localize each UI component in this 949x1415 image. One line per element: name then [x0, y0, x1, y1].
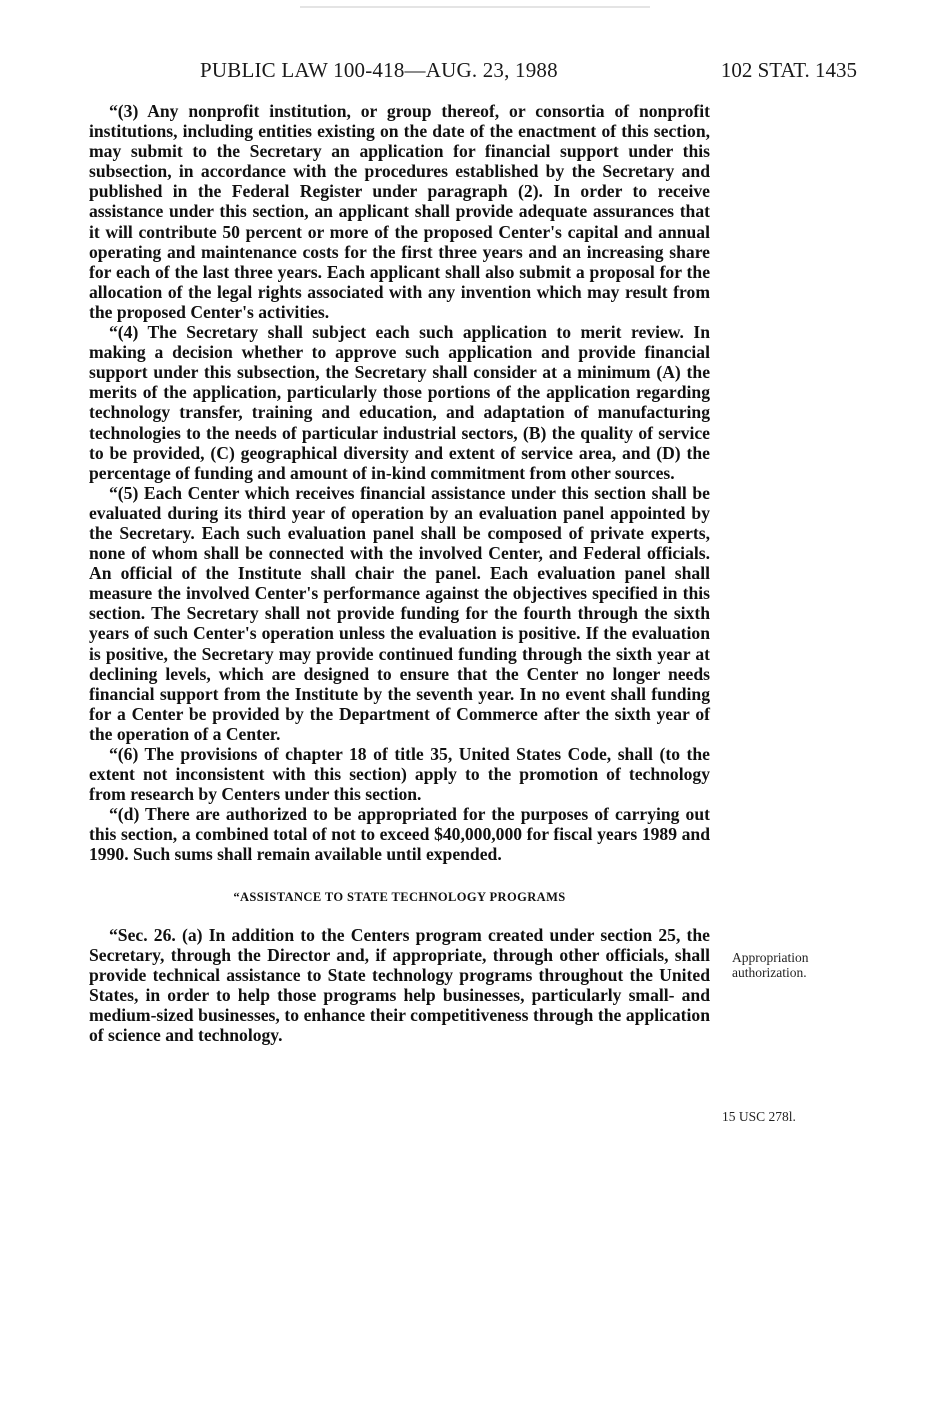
- paragraph-3: “(3) Any nonprofit institution, or group thereof, or consortia of nonprofit institutions, including entities existing on the date of the enactment of this section, may submit to the Secretary an application for financial support under this subsection, in accordance with the procedures established by the Secretary and published in the Federal Register under paragraph (2). In order to receive assistance under this section, an applicant shall provide adequate assurances that it will contribute 50 percent or more of the proposed Center's capital and annual operating and maintenance costs for the first three years and an increasing share for each of the last three years. Each applicant shall also submit a proposal for the allocation of the legal rights associated with any invention which may result from the proposed Center's activities.: [89, 101, 710, 322]
- paragraph-6: “(6) The provisions of chapter 18 of title 35, United States Code, shall (to the extent not inconsistent with this section) apply to the promotion of technology from research by Centers under this section.: [89, 744, 710, 805]
- subsection-d: “(d) There are authorized to be appropriated for the purposes of carrying out this section, a combined total of not to exceed $40,000,000 for fiscal years 1989 and 1990. Such sums shall remain available until expended.: [89, 804, 710, 865]
- running-head: PUBLIC LAW 100-418—AUG. 23, 1988: [200, 58, 558, 82]
- statute-body: [89, 101, 710, 1045]
- scan-artifact: [300, 6, 650, 8]
- statute-page-number: 102 STAT. 1435: [720, 58, 857, 82]
- paragraph-4: “(4) The Secretary shall subject each such application to merit review. In making a decision whether to approve such application and provide financial support under this subsection, the Secretary shall consider at a minimum (A) the merits of the application, particularly those portions of the application regarding technology transfer, training and education, and adaptation of manufacturing technologies to the needs of particular industrial sectors, (B) the quality of service to be provided, (C) geographical diversity and extent of service area, and (D) the percentage of funding and amount of in-kind commitment from other sources.: [89, 322, 710, 483]
- paragraph-5: “(5) Each Center which receives financial assistance under this section shall be evaluated during its third year of operation by an evaluation panel appointed by the Secretary. Each such evaluation panel shall be composed of private experts, none of whom shall be connected with the involved Center, and Federal officials. An official of the Institute shall chair the panel. Each evaluation panel shall measure the involved Center's performance against the objectives specified in this section. The Secretary shall not provide funding for the fourth through the sixth years of such Center's operation unless the evaluation is positive. If the evaluation is positive, the Secretary may provide continued funding through the sixth year at declining levels, which are designed to ensure that the Center no longer needs financial support from the Institute by the seventh year. In no event shall funding for a Center be provided by the Department of Commerce after the sixth year of the operation of a Center.: [89, 482, 710, 744]
- section-26-paragraph: “Sec. 26. (a) In addition to the Centers program created under section 25, the Secretary, through the Director and, if appropriate, through other officials, shall provide technical assistance to State technology programs throughout the United States, in order to help those programs help businesses, particularly small- and medium-sized businesses, to enhance their competitiveness through the application of science and technology.: [89, 924, 710, 1046]
- margin-note-line: authorization.: [732, 965, 807, 980]
- margin-note-appropriation: [732, 950, 809, 980]
- section-heading: “ASSISTANCE TO STATE TECHNOLOGY PROGRAMS: [233, 889, 566, 904]
- margin-note-line: Appropriation: [732, 950, 809, 965]
- margin-note-usc-citation: 15 USC 278l.: [722, 1109, 796, 1124]
